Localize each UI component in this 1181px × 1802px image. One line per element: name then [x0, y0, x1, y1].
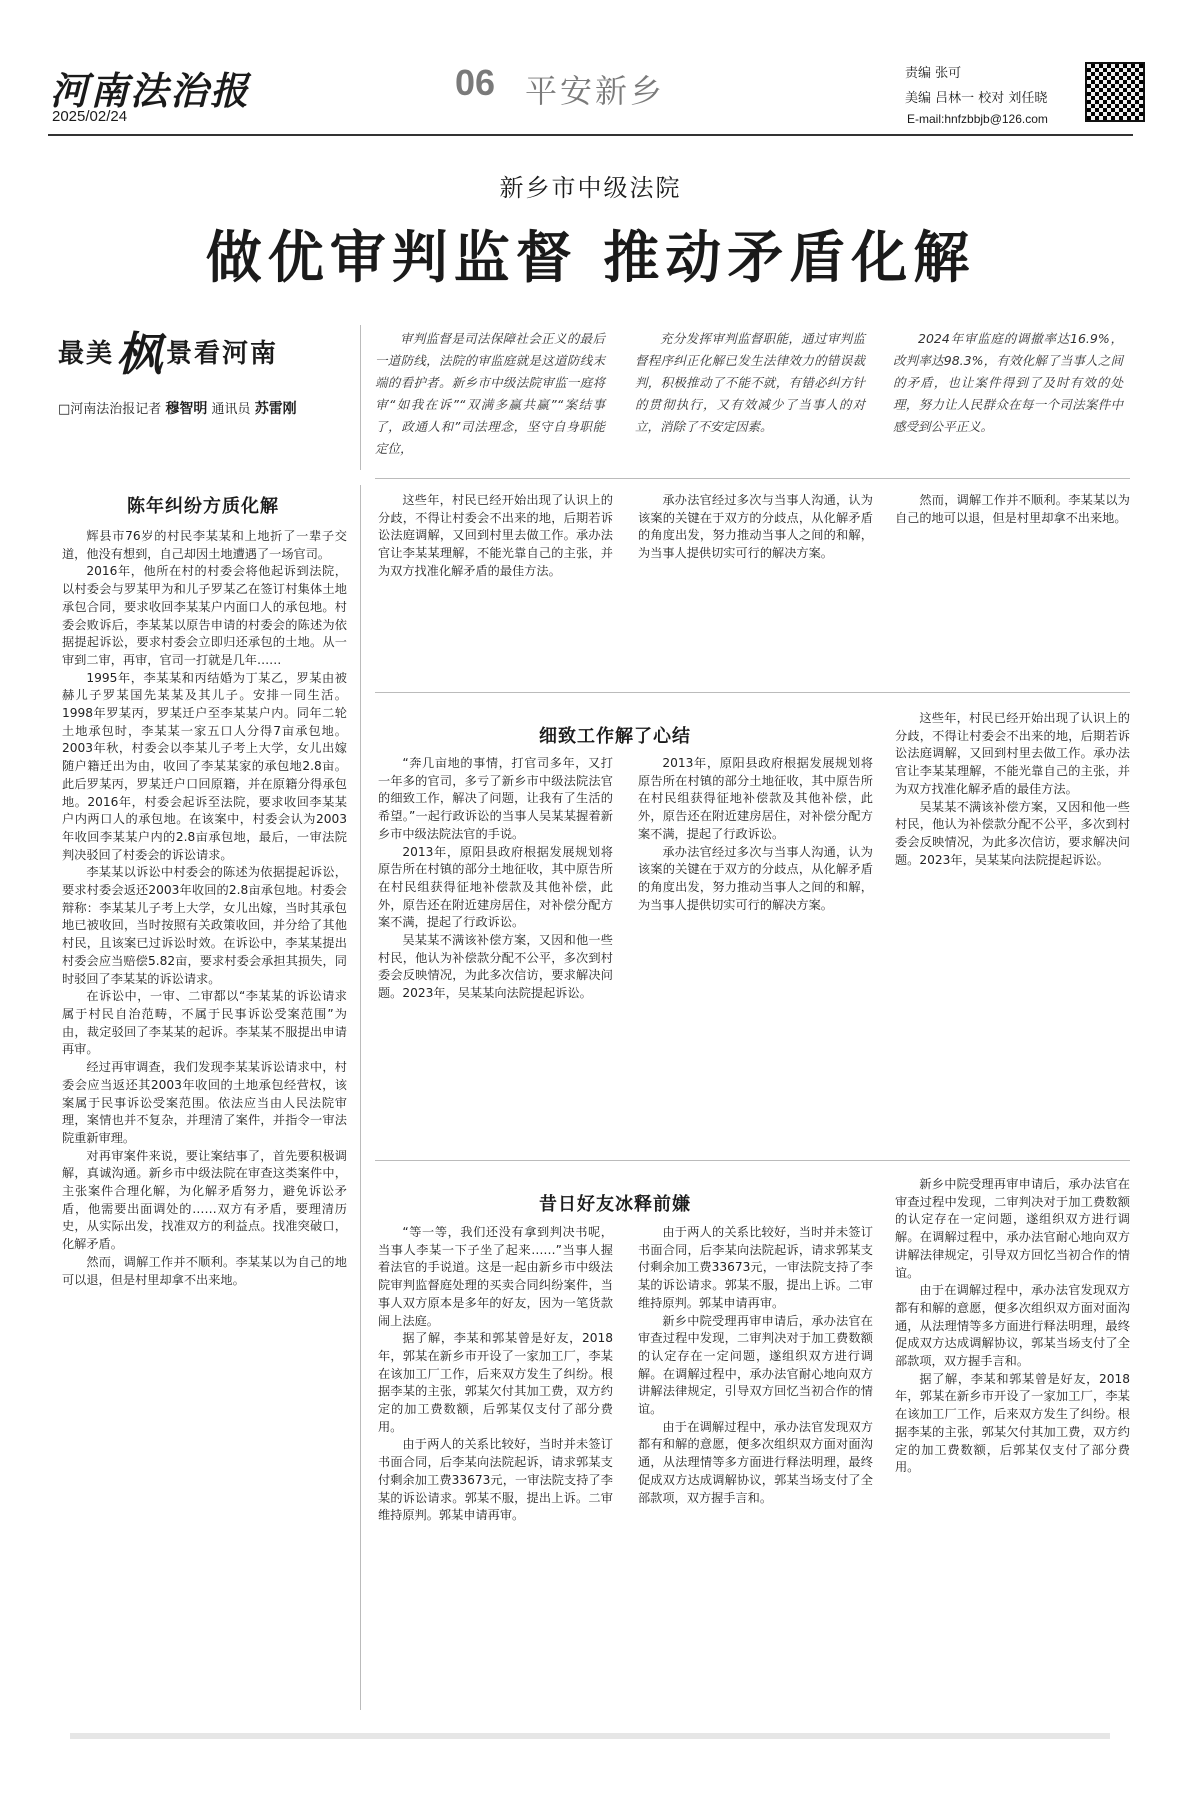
lead-paragraph: 2024年审监庭的调撤率达16.9%，改判率达98.3%，有效化解了当事人之间的矛盾，也让案件得到了及时有效的处理，努力让人民群众在每一个司法案件中感受到公平正义。: [893, 331, 1123, 434]
section-rule-2: [375, 1160, 1130, 1161]
correspondent-name: 苏雷刚: [254, 401, 297, 417]
section-3-column-3: [895, 1176, 1130, 1704]
body-paragraph: 吴某某不满该补偿方案，又因和他一些村民，他认为补偿款分配不公平，多次到村委会反映情况，为此多次信访，要求解决问题。2023年，吴某某向法院提起诉讼。: [378, 933, 613, 1001]
column-brand-right: 景看河南: [166, 339, 279, 369]
body-paragraph: 2016年，他所在村的村委会将他起诉到法院，以村委会与罗某甲为和儿子罗某乙在签订村集体土地承包合同，要求收回李某某户内面口人的承包地。村委会败诉后，李某某以原告申请的村委会的陈述为依据提起诉讼，要求村委会立即归还承包的土地。从一审到二审，再审，官司一打就是几年……: [62, 564, 347, 667]
column-brand: [58, 318, 278, 384]
body-paragraph: 据了解，李某和郭某曾是好友，2018年，郭某在新乡市开设了一家加工厂，李某在该加工厂工作，后来双方发生了纠纷。根据李某的主张，郭某欠付其加工费，双方约定的加工费数额，后郭某仅支付了部分费用。: [378, 1331, 613, 1434]
byline-prefix: □河南法治报记者: [58, 402, 166, 417]
body-paragraph: 1995年，李某某和丙结婚为丁某乙，罗某由被赫儿子罗某国先某某及其儿子。安排一同生活。1998年罗某丙，罗某迁户至李某某户内。同年二轮土地承包时，李某某一家五口人分得7亩承包地。2003年秋，村委会以李某儿子考上大学，女儿出嫁随户籍迁出为由，收回了李某某家的承包地2.8亩。此后罗某丙，罗某迁户口回原籍，并在原籍分得承包地。2016年，村委会起诉至法院，要求收回李某某户内两口人的承包地。在该案中，村委会认为2003年收回李某某户内的2.8亩承包地，最后，一审法院判决驳回了村委会的诉讼请求。: [62, 670, 347, 862]
art-proof-credit: 美编 吕林一 校对 刘任晓: [905, 91, 1048, 106]
body-paragraph: 这些年，村民已经开始出现了认识上的分歧，不得让村委会不出来的地，后期若诉讼法庭调解，又回到村里去做工作。承办法官让李某某理解，不能光靠自己的主张，并为双方找准化解矛盾的最佳方法。: [895, 711, 1130, 796]
section-3-column-2: [638, 1224, 873, 1704]
body-paragraph: 由于在调解过程中，承办法官发现双方都有和解的意愿，便多次组织双方面对面沟通，从法理情等多方面进行释法明理，最终促成双方达成调解协议，郭某当场支付了全部款项，双方握手言和。: [638, 1419, 873, 1505]
byline-mid: 通讯员: [207, 402, 255, 417]
section-1-body: [62, 528, 347, 1708]
body-paragraph: 由于在调解过程中，承办法官发现双方都有和解的意愿，便多次组织双方面对面沟通，从法理情等多方面进行释法明理，最终促成双方达成调解协议，郭某当场支付了全部款项，双方握手言和。: [895, 1283, 1130, 1369]
section-heading-1: 陈年纠纷方质化解: [127, 496, 279, 517]
editor-credit: 责编 张可: [905, 66, 962, 81]
continuation-column-2: [638, 492, 873, 682]
article-kicker: 新乡市中级法院: [499, 174, 682, 202]
lead-column-1: [375, 328, 605, 460]
lead-divider: [360, 325, 361, 470]
lead-paragraph: 审判监督是司法保障社会正义的最后一道防线，法院的审监庭就是这道防线末端的看护者。新乡市中级法院审监一庭将审“如我在诉”“双满多赢共赢”“案结事了，政通人和”司法理念，坚守自身职能定位，: [375, 331, 605, 456]
section-rule-1: [375, 692, 1130, 693]
body-paragraph: 然而，调解工作并不顺利。李某某以为自己的地可以退，但是村里却拿不出来地。: [62, 1254, 347, 1287]
body-paragraph: 在诉讼中，一审、二审都以“李某某的诉讼请求属于村民自治范畴，不属于民事诉讼受案范围”为由，裁定驳回了李某某的起诉。李某某不服提出申请再审。: [62, 989, 347, 1057]
article-headline: 做优审判监督 推动矛盾化解: [205, 225, 976, 291]
page-number: 06: [455, 62, 496, 103]
section-2-column-2: [638, 755, 873, 1150]
body-paragraph: 这些年，村民已经开始出现了认识上的分歧，不得让村委会不出来的地，后期若诉讼法庭调解，又回到村里去做工作。承办法官让李某某理解，不能光靠自己的主张，并为双方找准化解矛盾的最佳方法。: [378, 493, 613, 578]
section-2-column-1: [378, 755, 613, 1150]
byline: [58, 398, 297, 418]
body-paragraph: “等一等，我们还没有拿到判决书呢，当事人李某一下子坐了起来……”当事人握着法官的手说道。这是一起由新乡市中级法院审判监督庭处理的买卖合同纠纷案件，当事人双方原本是多年的好友，因为一笔货款闹上法庭。: [378, 1225, 613, 1328]
section-2-column-3: [895, 710, 1130, 1150]
reporter-name: 穆智明: [165, 401, 208, 417]
left-column-divider: [360, 485, 361, 1710]
continuation-column-1: [378, 492, 613, 682]
body-paragraph: 据了解，李某和郭某曾是好友，2018年，郭某在新乡市开设了一家加工厂，李某在该加工厂工作，后来双方发生了纠纷。根据李某的主张，郭某欠付其加工费，双方约定的加工费数额，后郭某仅支付了部分费用。: [895, 1371, 1130, 1475]
newspaper-logo: 河南法治报: [50, 68, 251, 113]
page-bottom-bar: [70, 1733, 1110, 1739]
body-paragraph: 李某某以诉讼中村委会的陈述为依据提起诉讼，要求村委会返还2003年收回的2.8亩承包地。村委会辩称：李某某儿子考上大学，女儿出嫁，当时其承包地已被收回，当时按照有关政策收回，并分给了其他村民，且该案已过诉讼时效。在诉讼中，李某某提出村委会应当赔偿5.82亩，要求村委会承担其损失，同时驳回了李某某的诉讼请求。: [62, 865, 347, 986]
qr-code-icon: [1085, 62, 1145, 122]
contact-email: E-mail:hnfzbbjb@126.com: [907, 112, 1048, 126]
maple-logo: 枫: [116, 327, 165, 381]
body-paragraph: “奔几亩地的事情，打官司多年，又打一年多的官司，多亏了新乡市中级法院法官的细致工作，解决了问题，让我有了生活的希望。”一起行政诉讼的当事人吴某某握着新乡市中级法院法官的手说。: [378, 756, 613, 841]
column-brand-left: 最美: [58, 339, 115, 369]
body-paragraph: 然而，调解工作并不顺利。李某某以为自己的地可以退，但是村里却拿不出来地。: [895, 493, 1130, 525]
lead-column-3: [893, 328, 1123, 438]
body-paragraph: 吴某某不满该补偿方案，又因和他一些村民，他认为补偿款分配不公平，多次到村委会反映情况，为此多次信访，要求解决问题。2023年，吴某某向法院提起诉讼。: [895, 799, 1130, 867]
body-paragraph: 承办法官经过多次与当事人沟通，认为该案的关键在于双方的分歧点，从化解矛盾的角度出发，努力推动当事人之间的和解，为当事人提供切实可行的解决方案。: [638, 844, 873, 912]
lead-paragraph: 充分发挥审判监督职能，通过审判监督程序纠正化解已发生法律效力的错误裁判，积极推动了不能不就，有错必纠方针的贯彻执行，又有效减少了当事人的对立，消除了不安定因素。: [635, 331, 865, 434]
body-paragraph: 由于两人的关系比较好，当时并未签订书面合同，后李某向法院起诉，请求郭某支付剩余加工费33673元，一审法院支持了李某的诉讼请求。郭某不服，提出上诉。二审维持原判。郭某申请再审。: [378, 1437, 613, 1523]
body-paragraph: 承办法官经过多次与当事人沟通，认为该案的关键在于双方的分歧点，从化解矛盾的角度出发，努力推动当事人之间的和解，为当事人提供切实可行的解决方案。: [638, 493, 873, 561]
section-heading-2: 细致工作解了心结: [539, 726, 691, 747]
issue-date: 2025/02/24: [52, 108, 128, 125]
lead-column-2: [635, 328, 865, 438]
body-paragraph: 辉县市76岁的村民李某某和上地折了一辈子交道，他没有想到，自己却因土地遭遇了一场官司。: [62, 529, 347, 561]
section-3-column-1: [378, 1224, 613, 1704]
lead-bottom-rule: [375, 478, 1130, 479]
body-paragraph: 新乡中院受理再审申请后，承办法官在审查过程中发现，二审判决对于加工费数额的认定存在一定问题，遂组织双方进行调解。在调解过程中，承办法官耐心地向双方讲解法律规定，引导双方回忆当初合作的情谊。: [895, 1177, 1130, 1280]
section-heading-3: 昔日好友冰释前嫌: [539, 1194, 691, 1215]
body-paragraph: 对再审案件来说，要让案结事了，首先要积极调解，真诚沟通。新乡市中级法院在审查这类案件中，主张案件合理化解，为化解矛盾努力，避免诉讼矛盾，他需要出面调处的……双方有矛盾，要理清历史，从实际出发，找准双方的利益点。找准突破口，化解矛盾。: [62, 1148, 347, 1252]
page-section-title: 平安新乡: [525, 72, 666, 110]
masthead-divider: [48, 134, 1133, 136]
body-paragraph: 经过再审调查，我们发现李某某诉讼请求中，村委会应当返还其2003年收回的土地承包经营权，该案属于民事诉讼受案范围。依法应当由人民法院审理，案情也并不复杂，并理清了案件，并指令一审法院重新审理。: [62, 1060, 347, 1145]
body-paragraph: 2013年，原阳县政府根据发展规划将原告所在村镇的部分土地征收，其中原告所在村民组获得征地补偿款及其他补偿，此外，原告还在附近建房居住，对补偿分配方案不满，提起了行政诉讼。: [378, 844, 613, 930]
continuation-column-3: [895, 492, 1130, 682]
body-paragraph: 由于两人的关系比较好，当时并未签订书面合同，后李某向法院起诉，请求郭某支付剩余加工费33673元，一审法院支持了李某的诉讼请求。郭某不服，提出上诉。二审维持原判。郭某申请再审。: [638, 1225, 873, 1310]
body-paragraph: 2013年，原阳县政府根据发展规划将原告所在村镇的部分土地征收，其中原告所在村民组获得征地补偿款及其他补偿，此外，原告还在附近建房居住，对补偿分配方案不满，提起了行政诉讼。: [638, 756, 873, 841]
body-paragraph: 新乡中院受理再审申请后，承办法官在审查过程中发现，二审判决对于加工费数额的认定存在一定问题，遂组织双方进行调解。在调解过程中，承办法官耐心地向双方讲解法律规定，引导双方回忆当初合作的情谊。: [638, 1313, 873, 1417]
